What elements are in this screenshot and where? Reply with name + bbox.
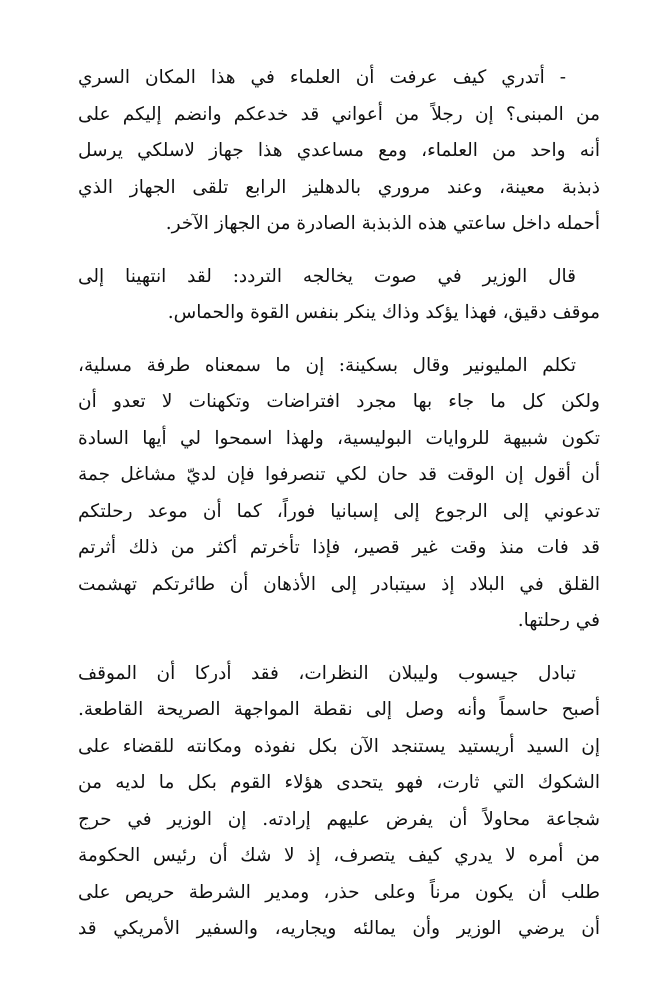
- text-line: أحمله داخل ساعتي هذه الذبذبة الصادرة من الجهاز الآخر.: [165, 213, 600, 234]
- text-line: أن يرضي الوزير وأن يمالئه ويجاريه، والسفير الأمريكي قد: [78, 918, 600, 939]
- text-line: موقف دقيق، فهذا يؤكد وذاك ينكر بنفس القوة والحماس.: [167, 302, 600, 323]
- paragraph-4: [78, 656, 600, 948]
- text-line: في رحلتها.: [517, 610, 600, 631]
- text-line: من المبنى؟ إن رجلاً من أعواني قد خدعكم وانضم إليكم على: [78, 103, 600, 125]
- text-line: أصبح حاسماً وأنه وصل إلى نقطة المواجهة الصريحة القاطعة.: [78, 699, 600, 720]
- text-line: أن أقول إن الوقت قد حان لكي تنصرفوا فإن لديّ مشاغل جمة: [78, 464, 600, 485]
- text-line: - أتدري كيف عرفت أن العلماء في هذا المكان السري: [78, 67, 566, 88]
- text-line: قال الوزير في صوت يخالجه التردد: لقد انتهينا إلى: [78, 265, 576, 287]
- paragraph-3: [78, 348, 600, 640]
- text-line: تبادل جيسوب وليبلان النظرات، فقد أدركا أن الموقف: [78, 662, 576, 684]
- text-line: من أمره لا يدري كيف يتصرف، إذ لا شك أن رئيس الحكومة: [78, 845, 600, 866]
- text-line: شجاعة محاولاً أن يفرض عليهم إرادته. إن الوزير في حرج: [78, 808, 600, 830]
- text-line: تكون شبيهة للروايات البوليسية، ولهذا اسمحوا لي أيها السادة: [78, 427, 600, 449]
- text-line: ولكن كل ما جاء بها مجرد افتراضات وتكهنات لا تعدو أن: [78, 391, 600, 412]
- text-line: أنه واحد من العلماء، ومع مساعدي هذا جهاز لاسلكي يرسل: [78, 140, 600, 161]
- text-line: طلب أن يكون مرناً وعلى حذر، ومدير الشرطة حريص على: [78, 881, 600, 903]
- text-line: قد فات منذ وقت غير قصير، فإذا تأخرتم أكثر من ذلك أثرتم: [78, 537, 600, 558]
- text-line: تكلم المليونير وقال بسكينة: إن ما سمعناه طرفة مسلية،: [78, 354, 576, 376]
- paragraph-1: [78, 60, 600, 243]
- text-line: القلق في البلاد إذ سيتبادر إلى الأذهان أن طائرتكم تهشمت: [78, 573, 600, 595]
- text-line: الشكوك التي ثارت، فهو يتحدى هؤلاء القوم بكل ما لديه من: [78, 772, 600, 793]
- book-page: [78, 60, 600, 964]
- text-line: ذبذبة معينة، وعند مروري بالدهليز الرابع تلقى الجهاز الذي: [78, 176, 600, 198]
- text-line: تدعوني إلى الرجوع إلى إسبانيا فوراً، كما أن موعد رحلتكم: [78, 500, 600, 522]
- paragraph-2: [78, 259, 600, 332]
- text-line: إن السيد أريستيد يستنجد الآن بكل نفوذه ومكانته للقضاء على: [78, 735, 600, 757]
